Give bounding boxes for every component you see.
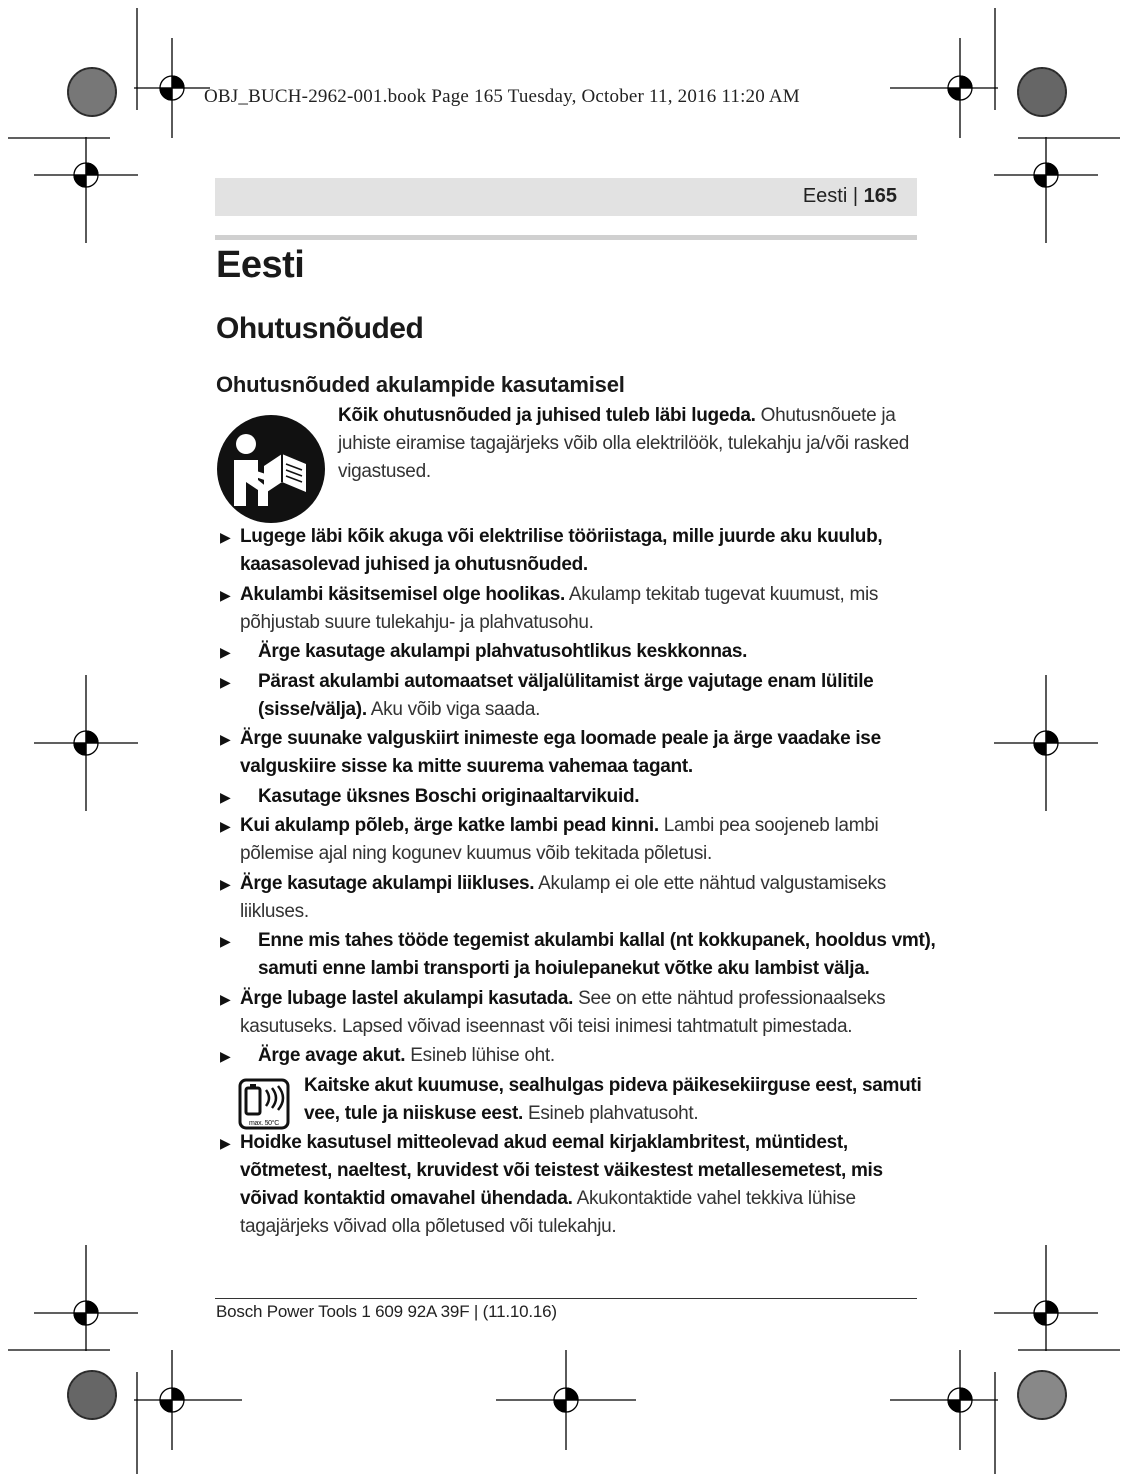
item-text: See on ette nähtud professionaalseks kasutuseks. Lapsed võivad iseennast või teisi inimesi tahtmatult pimestada. bbox=[240, 987, 886, 1037]
header-rule bbox=[215, 235, 917, 240]
bullet-triangle-icon: ▶ bbox=[220, 818, 231, 834]
page-footer: Bosch Power Tools 1 609 92A 39F | (11.10.16) bbox=[216, 1302, 557, 1321]
intro-text: Ohutusnõuete ja juhiste eiramise tagajärjeks võib olla elektrilöök, tulekahju ja/või rasked vigastused. bbox=[338, 405, 910, 482]
bullet-triangle-icon: ▶ bbox=[220, 788, 231, 805]
item-text: Lambi pea soojeneb lambi põlemise ajal ning kogunev kuumus võib tekitada põletusi. bbox=[240, 815, 879, 864]
intro-bold: Kõik ohutusnõuded ja juhised tuleb läbi lugeda. bbox=[338, 405, 756, 426]
bullet-triangle-icon: ▶ bbox=[220, 933, 231, 949]
item-bold: Lugege läbi kõik akuga või elektrilise tööriistaga, mille juurde aku kuulub, kaasasolevad juhised ja ohutusnõuded. bbox=[240, 526, 883, 575]
temperature-warning-icon bbox=[238, 1078, 290, 1130]
bullet-triangle-icon: ▶ bbox=[220, 586, 231, 603]
list-item bbox=[220, 581, 940, 637]
list-item bbox=[220, 927, 940, 983]
subsection-heading: Ohutusnõuded akulampide kasutamisel bbox=[216, 372, 625, 397]
item-text: Esineb lühise oht. bbox=[405, 1045, 555, 1066]
section-heading: Ohutusnõuded bbox=[216, 312, 424, 345]
list-item bbox=[220, 985, 940, 1041]
item-text: Esineb plahvatusoht. bbox=[522, 1102, 699, 1124]
bullet-triangle-icon: ▶ bbox=[220, 673, 231, 690]
footer-rule bbox=[215, 1298, 917, 1299]
item-bold: Akulambi käsitsemisel olge hoolikas. bbox=[240, 583, 565, 605]
item-bold: Kasutage üksnes Boschi originaaltarvikuid. bbox=[258, 785, 640, 807]
item-bold: Hoidke kasutusel mitteolevad akud eemal kirjaklambritest, müntidest, võtmetest, naeltest, kruvidest või teistest väikestest metallesemetest, mis võivad kontaktid omavahel ühendada. bbox=[240, 1132, 883, 1209]
read-manual-icon bbox=[216, 414, 326, 524]
item-bold: Ärge suunake valguskiirt inimeste ega loomade peale ja ärge vaadake ise valguskiire sisse ka mitte suurema vahemaa tagant. bbox=[240, 728, 881, 777]
temp-icon-label: max. 50°C bbox=[248, 1119, 280, 1127]
item-text: Akulamp tekitab tugevat kuumust, mis põhjustab suure tulekahju- ja plahvatusohu. bbox=[240, 583, 879, 633]
item-bold: Ärge kasutage akulampi liikluses. bbox=[240, 872, 535, 894]
list-item bbox=[220, 1042, 940, 1070]
safety-list bbox=[220, 523, 940, 1243]
bullet-triangle-icon: ▶ bbox=[220, 990, 231, 1007]
list-item bbox=[220, 668, 940, 724]
page-number: 165 bbox=[863, 185, 897, 207]
bullet-triangle-icon: ▶ bbox=[220, 529, 231, 545]
list-item bbox=[220, 870, 940, 926]
intro-paragraph bbox=[338, 402, 923, 486]
list-item bbox=[220, 638, 940, 666]
list-item bbox=[220, 783, 940, 811]
header-separator: | bbox=[847, 185, 864, 207]
header-section: Eesti bbox=[802, 185, 848, 207]
item-bold: Ärge lubage lastel akulampi kasutada. bbox=[240, 987, 574, 1009]
print-slug-line: OBJ_BUCH-2962-001.book Page 165 Tuesday, October 11, 2016 11:20 AM bbox=[204, 86, 800, 107]
item-bold: Ärge kasutage akulampi plahvatusohtlikus keskkonnas. bbox=[258, 641, 748, 662]
item-text: Aku võib viga saada. bbox=[366, 698, 541, 720]
item-bold: Ärge avage akut. bbox=[258, 1045, 406, 1066]
list-item bbox=[220, 812, 940, 868]
bullet-triangle-icon: ▶ bbox=[220, 644, 231, 660]
bullet-triangle-icon: ▶ bbox=[220, 731, 231, 747]
bullet-triangle-icon: ▶ bbox=[220, 875, 231, 892]
list-item bbox=[220, 523, 940, 579]
item-bold: Kaitske akut kuumuse, sealhulgas pideva päikesekiirguse eest, samuti vee, tule ja niiskuse eest. bbox=[304, 1074, 922, 1124]
item-bold: Pärast akulambi automaatset väljalülitamist ärge vajutage enam lülitile (sisse/välja). bbox=[258, 670, 874, 720]
running-header bbox=[215, 178, 917, 216]
list-item bbox=[220, 1129, 940, 1241]
item-text: Akukontaktide vahel tekkiva lühise tagajärjeks võivad olla põletused või tulekahju. bbox=[240, 1188, 856, 1237]
item-text: Akulamp ei ole ette nähtud valgustamiseks liikluses. bbox=[240, 872, 887, 922]
list-item-temperature bbox=[220, 1072, 940, 1128]
running-header-text bbox=[803, 185, 897, 208]
list-item bbox=[220, 725, 940, 781]
page-title: Eesti bbox=[216, 244, 305, 286]
bullet-triangle-icon: ▶ bbox=[220, 1135, 231, 1151]
item-bold: Enne mis tahes tööde tegemist akulambi kallal (nt kokkupanek, hooldus vmt), samuti enne lambi transporti ja hoiulepanekut võtke aku lambist välja. bbox=[258, 930, 936, 979]
bullet-triangle-icon: ▶ bbox=[220, 1048, 231, 1064]
item-bold: Kui akulamp põleb, ärge katke lambi pead kinni. bbox=[240, 815, 659, 836]
